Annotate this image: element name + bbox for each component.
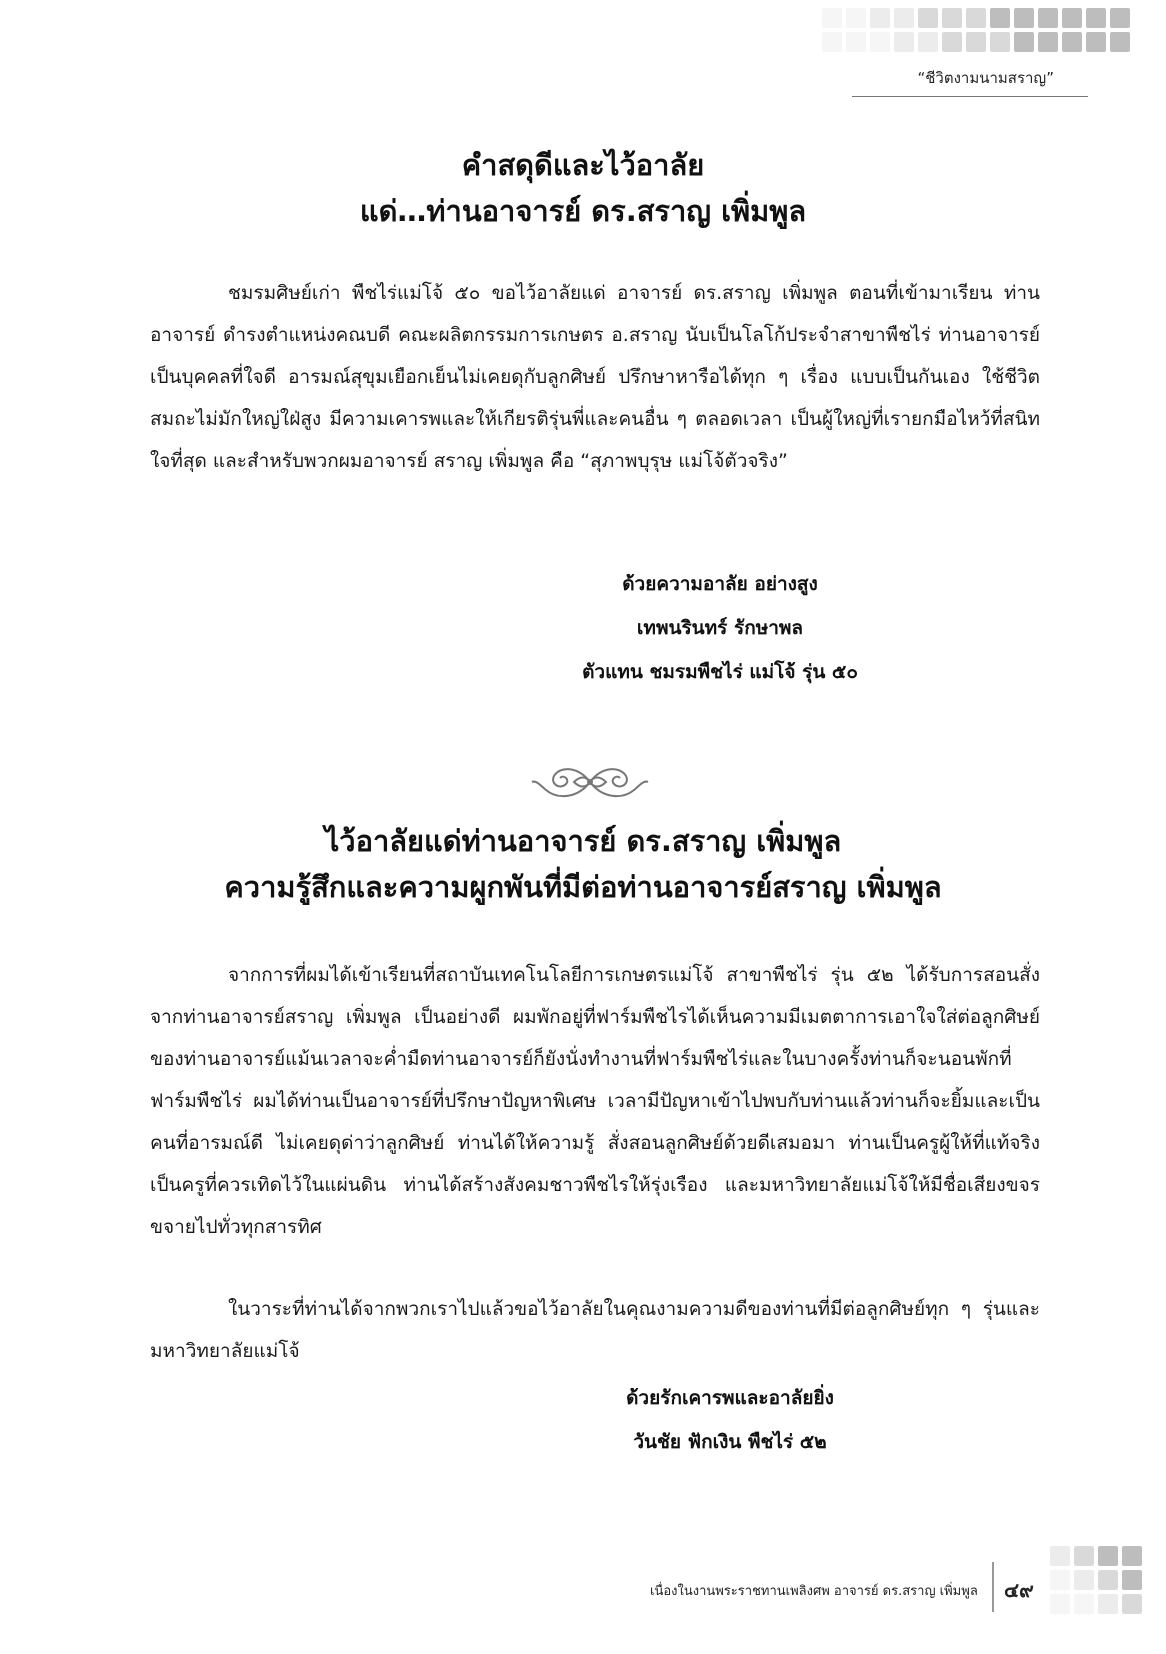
section1-paragraph: ชมรมศิษย์เก่า พืชไร่แม่โจ้ ๕๐ ขอไว้อาลัยแด่ อาจารย์ ดร.สราญ เพิ่มพูล ตอนที่เข้ามาเรียน ท่านอาจารย์ ดำรงตำแหน่งคณบดี คณะผลิตกรรมการเกษตร อ.สราญ นับเป็นโลโก้ประจำสาขาพืชไร่ ท่านอาจารย์เป็นบุคคลที่ใจดี อารมณ์สุขุมเยือกเย็นไม่เคยดุกับลูกศิษย์ ปรึกษาหารือได้ทุก ๆ เรื่อง แบบเป็นกันเอง ใช้ชีวิตสมถะไม่มักใหญ่ใฝ่สูง มีความเคารพและให้เกียรติรุ่นพี่และคนอื่น ๆ ตลอดเวลา เป็นผู้ใหญ่ที่เรายกมือไหว้ที่สนิทใจที่สุด และสำหรับพวกผมอาจารย์ สราญ เพิ่มพูล คือ “สุภาพบุรุษ แม่โจ้ตัวจริง”	[150, 282, 1040, 472]
section1-signature-role: ตัวแทน ชมรมพืชไร่ แม่โจ้ รุ่น ๕๐	[582, 661, 858, 683]
section1-signature-line1: ด้วยความอาลัย อย่างสูง	[622, 573, 818, 595]
running-header: “ชีวิตงามนามสราญ”	[917, 69, 1054, 87]
section2-paragraph2: ในวาระที่ท่านได้จากพวกเราไปแล้วขอไว้อาลัยในคุณงามความดีของท่านที่มีต่อลูกศิษย์ทุก ๆ รุ่นและมหาวิทยาลัยแม่โจ้	[150, 1298, 1040, 1362]
footer-decoration	[1050, 1546, 1142, 1614]
header-decoration	[822, 8, 1130, 52]
ornament-divider	[530, 760, 650, 804]
footer-divider	[992, 1562, 994, 1612]
page-number: ๔๙	[1004, 1578, 1034, 1602]
section1-title-line1: คำสดุดีและไว้อาลัย	[461, 148, 705, 182]
section2-signature-name: วันชัย ฟักเงิน พืชไร่ ๕๒	[633, 1431, 827, 1453]
header-rule	[852, 96, 1088, 97]
section2-title-line2: ความรู้สึกและความผูกพันที่มีต่อท่านอาจารย์สราญ เพิ่มพูล	[224, 870, 942, 904]
section2-title-line1: ไว้อาลัยแด่ท่านอาจารย์ ดร.สราญ เพิ่มพูล	[324, 824, 842, 858]
footer-text: เนื่องในงานพระราชทานเพลิงศพ อาจารย์ ดร.สราญ เพิ่มพูล	[650, 1584, 978, 1599]
section2-paragraph1: จากการที่ผมได้เข้าเรียนที่สถาบันเทคโนโลยีการเกษตรแม่โจ้ สาขาพืชไร่ รุ่น ๕๒ ได้รับการสอนสั่งจากท่านอาจารย์สราญ เพิ่มพูล เป็นอย่างดี ผมพักอยู่ที่ฟาร์มพืชไรได้เห็นความมีเมตตาการเอาใจใส่ต่อลูกศิษย์ของท่านอาจารย์แม้นเวลาจะค่ำมืดท่านอาจารย์ก็ยังนั่งทำงานที่ฟาร์มพืชไร่และในบางครั้งท่านก็จะนอนพักที่ฟาร์มพืชไร่ ผมได้ท่านเป็นอาจารย์ที่ปรึกษาปัญหาพิเศษ เวลามีปัญหาเข้าไปพบกับท่านแล้วท่านก็จะยิ้มและเป็นคนที่อารมณ์ดี ไม่เคยดุด่าว่าลูกศิษย์ ท่านได้ให้ความรู้ สั่งสอนลูกศิษย์ด้วยดีเสมอมา ท่านเป็นครูผู้ให้ที่แท้จริง เป็นครูที่ควรเทิดไว้ในแผ่นดิน ท่านได้สร้างสังคมชาวพืชไรให้รุ่งเรือง และมหาวิทยาลัยแม่โจ้ให้มีชื่อเสียงขจรขจายไปทั่วทุกสารทิศ	[150, 964, 1040, 1238]
section1-signature-name: เทพนรินทร์ รักษาพล	[636, 617, 804, 639]
section2-signature-line1: ด้วยรักเคารพและอาลัยยิ่ง	[626, 1387, 834, 1409]
section1-title-line2: แด่…ท่านอาจารย์ ดร.สราญ เพิ่มพูล	[359, 194, 807, 228]
